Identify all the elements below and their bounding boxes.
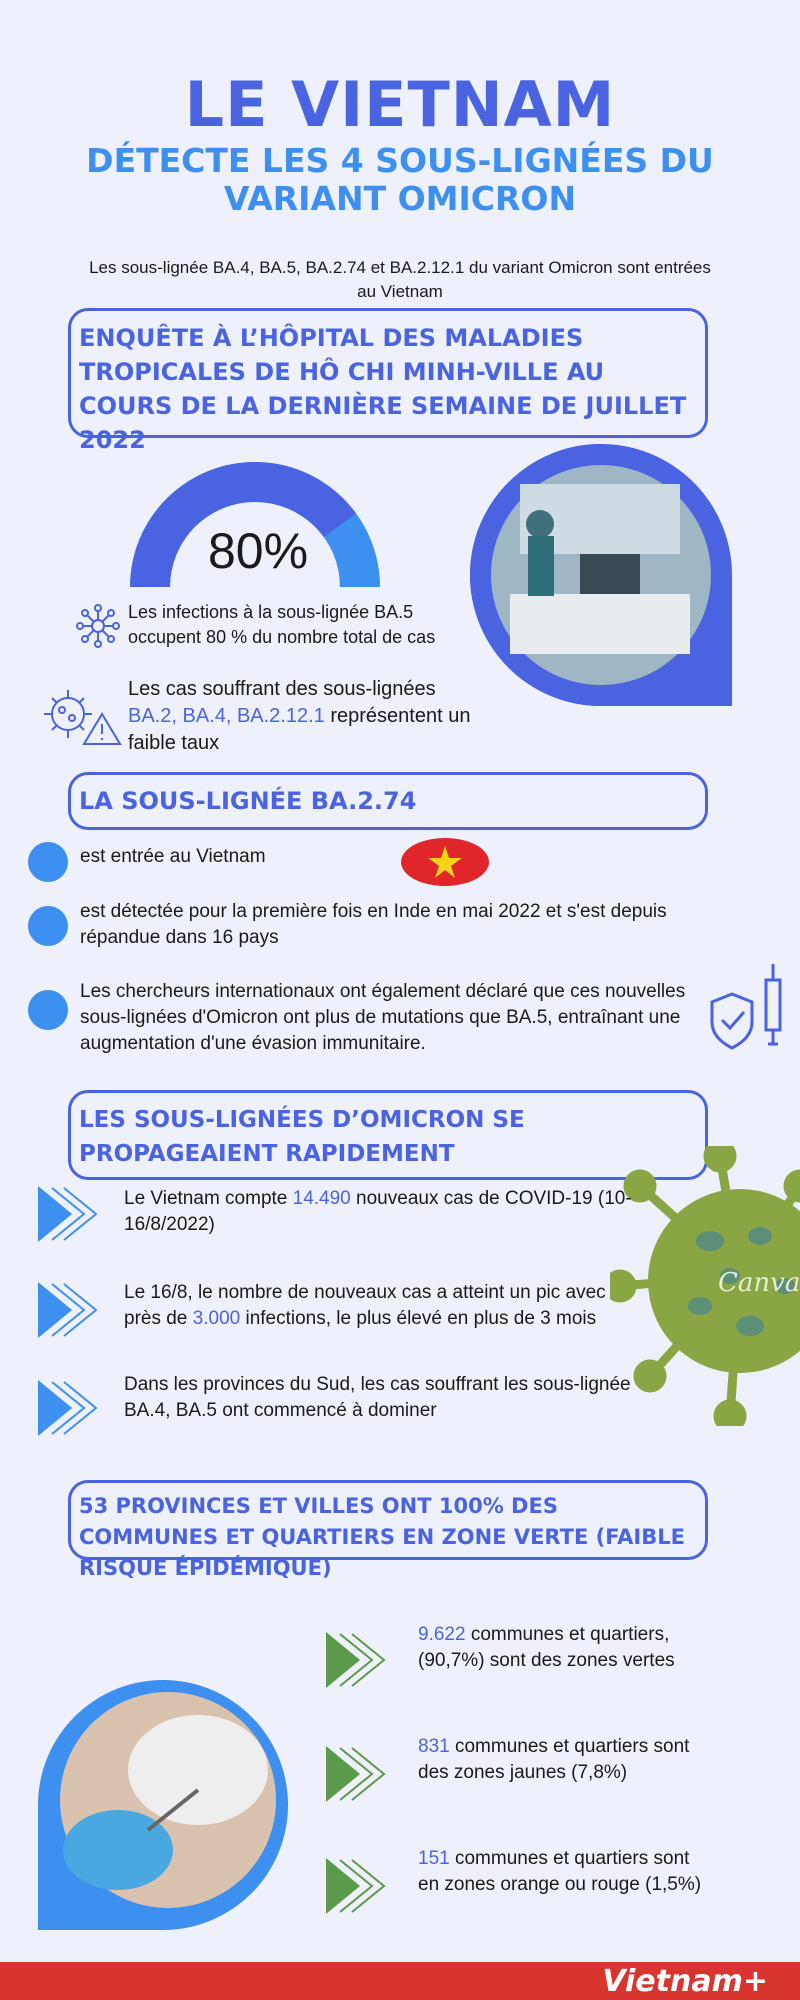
gauge-percent-label: 80% <box>207 523 309 579</box>
section4-heading: 53 PROVINCES ET VILLES ONT 100% DES COMMUNES ET QUARTIERS EN ZONE VERTE (FAIBLE RISQUE ÉPIDÉMIQUE) <box>68 1480 708 1560</box>
ba274-item: est entrée au Vietnam <box>80 846 266 867</box>
bullet-dot <box>28 990 68 1030</box>
zone-yellow-item <box>418 1734 718 1786</box>
vietnamplus-logo[interactable]: Vietnam+ <box>602 1964 768 1999</box>
item1-highlight: 14.490 <box>292 1188 351 1209</box>
fact2-text-pre: Les cas souffrant des sous-lignées <box>128 678 436 700</box>
green-arrow-icon <box>326 1632 388 1688</box>
item2-post: infections, le plus élevé en plus de 3 mois <box>245 1308 597 1329</box>
zone-red-text: communes et quartiers sont en zones orange ou rouge (1,5%) <box>418 1848 702 1895</box>
bullet-dot <box>28 842 68 882</box>
spread-item-1 <box>124 1186 644 1238</box>
vaccination-photo <box>38 1680 288 1930</box>
canva-watermark: Canva <box>718 1268 800 1298</box>
intro-text: Les sous-lignée BA.4, BA.5, BA.2.74 et BA.2.12.1 du variant Omicron sont entrées au Vietnam <box>89 258 711 301</box>
section3-heading: LES SOUS-LIGNÉES D’OMICRON SE PROPAGEAIENT RAPIDEMENT <box>68 1090 708 1180</box>
zone-red-count: 151 <box>418 1848 450 1869</box>
zone-yellow-text: communes et quartiers sont des zones jaunes (7,8%) <box>418 1736 690 1783</box>
spread-item-3: Dans les provinces du Sud, les cas souffrant les sous-lignée BA.4, BA.5 ont commencé à dominer <box>124 1374 631 1421</box>
fact-ba5-share: Les infections à la sous-lignée BA.5 occupent 80 % du nombre total de cas <box>128 602 436 647</box>
bullet-dot <box>28 906 68 946</box>
fact2-text-post: représentent un faible taux <box>128 705 471 754</box>
zone-green-text: communes et quartiers, (90,7%) sont des zones vertes <box>418 1624 675 1671</box>
section1-heading: ENQUÊTE À L’HÔPITAL DES MALADIES TROPICALES DE HÔ CHI MINH-VILLE AU COURS DE LA DERNIÈRE SEMAINE DE JUILLET 2022 <box>68 308 708 438</box>
ba274-item: est détectée pour la première fois en Inde en mai 2022 et s'est depuis répandue dans 16 pays <box>80 901 667 948</box>
zone-yellow-count: 831 <box>418 1736 450 1757</box>
arrow-icon <box>38 1380 100 1436</box>
virus-warning-icon <box>38 686 128 746</box>
item2-pre: Le 16/8, le nombre de nouveaux cas a atteint un pic avec près de <box>124 1282 606 1329</box>
zone-green-item <box>418 1622 728 1674</box>
spread-item-2 <box>124 1280 634 1332</box>
item1-post: nouveaux cas de COVID-19 (10-16/8/2022) <box>124 1188 632 1235</box>
arrow-icon <box>38 1282 100 1338</box>
vaccine-shield-icon <box>706 960 792 1060</box>
zone-red-item <box>418 1846 708 1898</box>
item1-pre: Le Vietnam compte <box>124 1188 288 1209</box>
page-title: LE VIETNAM <box>184 68 616 141</box>
arrow-icon <box>38 1186 100 1242</box>
vietnam-flag-icon <box>400 836 490 888</box>
zone-green-count: 9.622 <box>418 1624 466 1645</box>
hospital-photo <box>470 444 732 706</box>
page-subtitle: DÉTECTE LES 4 SOUS-LIGNÉES DU VARIANT OMICRON <box>86 141 714 218</box>
section2-heading: LA SOUS-LIGNÉE BA.2.74 <box>68 772 708 830</box>
item2-highlight: 3.000 <box>192 1308 241 1329</box>
virus-network-icon <box>76 604 120 648</box>
green-arrow-icon <box>326 1746 388 1802</box>
green-arrow-icon <box>326 1858 388 1914</box>
fact-minor-sublineages <box>128 676 508 757</box>
ba274-item: Les chercheurs internationaux ont également déclaré que ces nouvelles sous-lignées d'Omicron ont plus de mutations que BA.5, entraînant une augmentation d'une évasion immunitaire. <box>80 981 686 1054</box>
fact2-highlight: BA.2, BA.4, BA.2.12.1 <box>128 705 325 727</box>
